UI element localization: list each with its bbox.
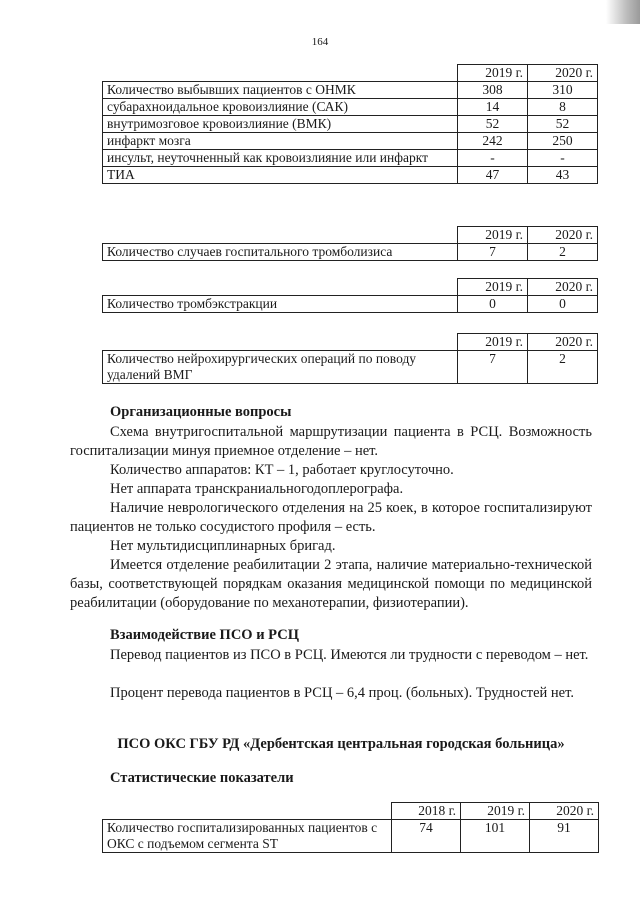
stroke-outcomes-table [102, 64, 598, 184]
table-row [103, 296, 598, 313]
section-heading-statistics: Статистические показатели [110, 770, 294, 786]
acs-hospitalization-table [102, 802, 599, 853]
table-header-empty [103, 227, 458, 244]
row-label: Количество выбывших пациентов с ОНМК [103, 82, 458, 99]
section-heading-interaction: Взаимодействие ПСО и РСЦ [110, 627, 299, 643]
cell-2020: 0 [528, 296, 598, 313]
table-row [103, 244, 598, 261]
table-header-year: 2020 г. [528, 227, 598, 244]
paragraph: Имеется отделение реабилитации 2 этапа, наличие материально-технической базы, соответствующей порядкам оказания медицинской помощи по медицинской реабилитации (оборудование по механотерапии, физиотерапии). [70, 557, 592, 611]
cell-2019: 101 [461, 820, 530, 853]
table-row [103, 150, 598, 167]
row-label: инфаркт мозга [103, 133, 458, 150]
cell-2019: 7 [458, 244, 528, 261]
cell-2019: 47 [458, 167, 528, 184]
paragraph: Схема внутригоспитальной маршрутизации пациента в РСЦ. Возможность госпитализации минуя приемное отделение – нет. [70, 424, 592, 459]
row-label: внутримозговое кровоизлияние (ВМК) [103, 116, 458, 133]
table-header-year: 2020 г. [528, 334, 598, 351]
table-header-empty [103, 279, 458, 296]
cell-2020: 8 [528, 99, 598, 116]
cell-2020: 43 [528, 167, 598, 184]
row-label: субарахноидальное кровоизлияние (САК) [103, 99, 458, 116]
paragraph: Процент перевода пациентов в РСЦ – 6,4 проц. (больных). Трудностей нет. [110, 685, 574, 701]
table-row [103, 82, 598, 99]
table-row [103, 133, 598, 150]
table-row [103, 167, 598, 184]
table-header-year: 2019 г. [458, 227, 528, 244]
table-header-empty [103, 65, 458, 82]
paragraph: Количество аппаратов: КТ – 1, работает круглосуточно. [110, 462, 454, 478]
cell-2020: 250 [528, 133, 598, 150]
thrombectomy-table [102, 278, 598, 313]
page-number: 164 [311, 36, 329, 48]
table-header-year: 2020 г. [530, 803, 599, 820]
table-header-year: 2020 г. [528, 279, 598, 296]
table-header-year: 2019 г. [458, 334, 528, 351]
table-header-empty [103, 334, 458, 351]
cell-2020: 310 [528, 82, 598, 99]
thrombolysis-table [102, 226, 598, 261]
table-header-year: 2019 г. [461, 803, 530, 820]
cell-2020: 2 [528, 351, 598, 384]
paragraph: Перевод пациентов из ПСО в РСЦ. Имеются ли трудности с переводом – нет. [110, 647, 589, 663]
cell-2020: 52 [528, 116, 598, 133]
row-label: инсульт, неуточненный как кровоизлияние или инфаркт [103, 150, 458, 167]
table-row [103, 116, 598, 133]
section-heading-organization: Организационные вопросы [110, 404, 292, 420]
row-label: Количество нейрохирургических операций по поводу удалений ВМГ [103, 351, 458, 384]
row-label: Количество случаев госпитального тромболизиса [103, 244, 458, 261]
table-row [103, 820, 599, 853]
cell-2019: 0 [458, 296, 528, 313]
cell-2018: 74 [392, 820, 461, 853]
neurosurgery-table [102, 333, 598, 384]
row-label: ТИА [103, 167, 458, 184]
table-row [103, 99, 598, 116]
cell-2020: - [528, 150, 598, 167]
paragraph: Нет мультидисциплинарных бригад. [110, 538, 336, 554]
paragraph: Наличие неврологического отделения на 25 коек, в которое госпитализируют пациентов не только сосудистого профиля – есть. [70, 500, 592, 535]
paragraph: Нет аппарата транскраниальногодоплерографа. [110, 481, 404, 497]
cell-2019: 308 [458, 82, 528, 99]
row-label: Количество госпитализированных пациентов с ОКС с подъемом сегмента ST [103, 820, 392, 853]
row-label: Количество тромбэкстракции [103, 296, 458, 313]
cell-2019: 52 [458, 116, 528, 133]
scan-edge-shadow [606, 0, 640, 24]
table-header-year: 2020 г. [528, 65, 598, 82]
cell-2020: 91 [530, 820, 599, 853]
cell-2019: 14 [458, 99, 528, 116]
table-header-year: 2018 г. [392, 803, 461, 820]
table-header-year: 2019 г. [458, 279, 528, 296]
cell-2020: 2 [528, 244, 598, 261]
cell-2019: 7 [458, 351, 528, 384]
cell-2019: - [458, 150, 528, 167]
table-header-empty [103, 803, 392, 820]
table-row [103, 351, 598, 384]
table-header-year: 2019 г. [458, 65, 528, 82]
cell-2019: 242 [458, 133, 528, 150]
section-heading-pso: ПСО ОКС ГБУ РД «Дербентская центральная городская больница» [117, 736, 565, 752]
